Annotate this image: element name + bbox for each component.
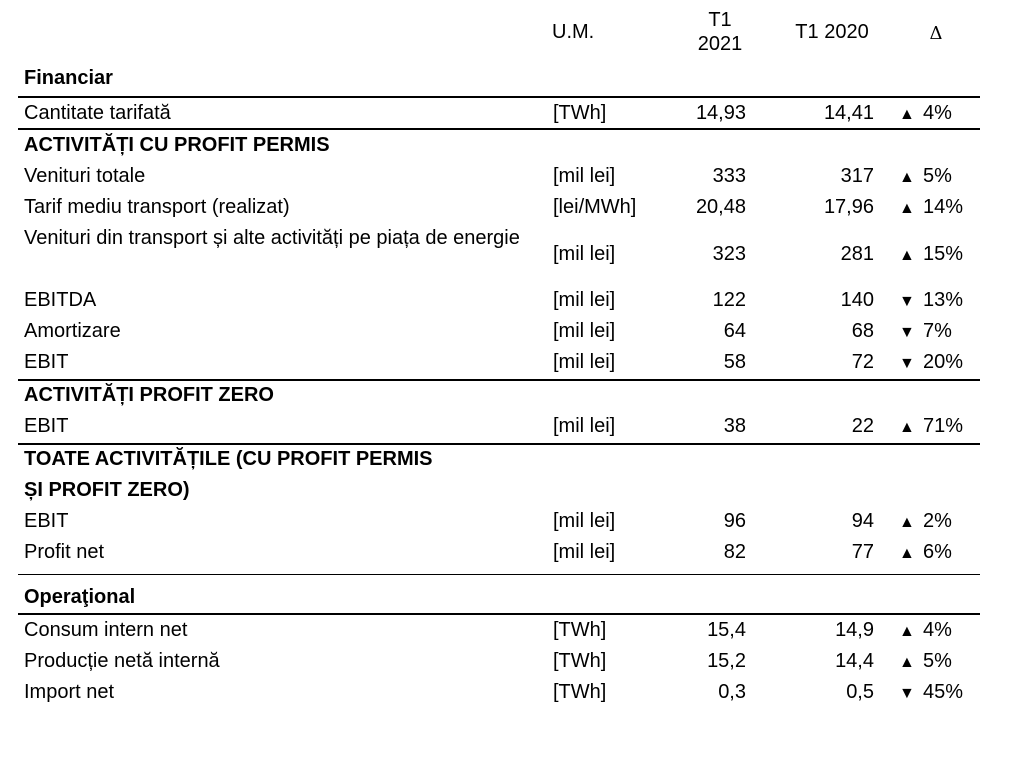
row-unit: [mil lei]: [553, 541, 616, 563]
row-value-2021: 15,4: [707, 619, 746, 641]
row-label: Producție netă internă: [24, 650, 220, 672]
row-change-percent: 4%: [923, 102, 952, 124]
section-toate-activitatile-line2: [18, 475, 980, 506]
table-row: [18, 615, 980, 646]
row-label: Cantitate tarifată: [24, 102, 171, 124]
row-label: Import net: [24, 681, 115, 703]
section-operational: [18, 582, 980, 613]
row-value-2020: 68: [851, 320, 874, 342]
row-change: [899, 285, 979, 317]
row-unit: [lei/MWh]: [553, 196, 637, 218]
trend-up-icon: ▲: [899, 200, 915, 217]
column-header-delta: Δ: [929, 23, 943, 44]
trend-down-icon: ▼: [899, 355, 915, 372]
row-change-percent: 7%: [923, 320, 952, 342]
row-value-2020: 14,4: [835, 650, 874, 672]
row-change-percent: 5%: [923, 650, 952, 672]
row-change: [899, 506, 979, 538]
row-value-2021: 82: [723, 541, 746, 563]
row-change-percent: 71%: [923, 415, 964, 437]
table-row: [18, 506, 980, 537]
row-value-2021: 14,93: [695, 102, 746, 124]
row-change: [899, 239, 979, 271]
row-unit: [mil lei]: [553, 510, 616, 532]
row-value-2021: 38: [723, 415, 746, 437]
trend-up-icon: ▲: [899, 419, 915, 436]
row-change-percent: 6%: [923, 541, 952, 563]
section-label: Financiar: [24, 67, 113, 89]
row-value-2021: 20,48: [695, 196, 746, 218]
column-header-um: U.M.: [552, 21, 595, 43]
table-row: [18, 347, 980, 378]
row-change-percent: 5%: [923, 165, 952, 187]
row-label: Venituri totale: [24, 165, 146, 187]
row-change-percent: 13%: [923, 289, 964, 311]
row-change: [899, 161, 979, 193]
row-value-2020: 317: [840, 165, 874, 187]
row-label: Tarif mediu transport (realizat): [24, 196, 290, 218]
trend-up-icon: ▲: [899, 514, 915, 531]
row-unit: [TWh]: [553, 650, 607, 672]
trend-up-icon: ▲: [899, 169, 915, 186]
table-row: [18, 161, 980, 192]
row-change: [899, 347, 979, 379]
row-unit: [mil lei]: [553, 320, 616, 342]
column-header-t1-2021: [688, 8, 752, 56]
trend-up-icon: ▲: [899, 654, 915, 671]
row-value-2021: 333: [712, 165, 746, 187]
row-unit: [mil lei]: [553, 289, 616, 311]
row-change: [899, 316, 979, 348]
row-value-2020: 14,41: [823, 102, 874, 124]
row-change: [899, 615, 979, 647]
row-change: [899, 537, 979, 569]
trend-up-icon: ▲: [899, 623, 915, 640]
row-unit: [mil lei]: [553, 243, 616, 265]
row-change-percent: 2%: [923, 510, 952, 532]
row-value-2020: 14,9: [835, 619, 874, 641]
trend-down-icon: ▼: [899, 685, 915, 702]
row-value-2021: 58: [723, 351, 746, 373]
row-value-2020: 72: [851, 351, 874, 373]
row-label: Amortizare: [24, 320, 121, 342]
trend-down-icon: ▼: [899, 293, 915, 310]
row-value-2020: 22: [851, 415, 874, 437]
section-label: Operaţional: [24, 586, 136, 608]
row-label: Consum intern net: [24, 619, 188, 641]
section-label: ACTIVITĂȚI CU PROFIT PERMIS: [24, 134, 330, 156]
row-unit: [mil lei]: [553, 351, 616, 373]
row-value-2021: 64: [723, 320, 746, 342]
table-row: [18, 192, 980, 223]
table-row: [18, 411, 980, 442]
table-row: [18, 98, 980, 129]
table-row: [18, 677, 980, 708]
section-financiar: [18, 63, 980, 94]
section-label: ȘI PROFIT ZERO): [24, 479, 190, 501]
row-label: EBIT: [24, 510, 69, 532]
row-change: [899, 98, 979, 130]
section-label: TOATE ACTIVITĂȚILE (CU PROFIT PERMIS: [24, 448, 433, 470]
trend-up-icon: ▲: [899, 545, 915, 562]
trend-up-icon: ▲: [899, 247, 915, 264]
row-value-2020: 77: [851, 541, 874, 563]
row-value-2021: 122: [712, 289, 746, 311]
section-activitati-profit-zero: [18, 380, 980, 411]
section-activitati-profit-permis: [18, 130, 980, 161]
table-row: [18, 316, 980, 347]
row-change-percent: 20%: [923, 351, 964, 373]
column-header-t1-2020: T1 2020: [795, 21, 869, 43]
row-label: EBIT: [24, 415, 69, 437]
row-label: EBITDA: [24, 289, 97, 311]
row-value-2021: 15,2: [707, 650, 746, 672]
column-header-t1-2021-line2: 2021: [697, 33, 743, 55]
table-row: [18, 223, 980, 285]
row-value-2020: 94: [851, 510, 874, 532]
row-value-2021: 323: [712, 243, 746, 265]
row-unit: [TWh]: [553, 102, 607, 124]
section-label: ACTIVITĂȚI PROFIT ZERO: [24, 384, 274, 406]
row-change: [899, 677, 979, 709]
trend-down-icon: ▼: [899, 324, 915, 341]
table-row: [18, 285, 980, 316]
row-unit: [TWh]: [553, 619, 607, 641]
column-header-t1-2021-line1: T1: [708, 9, 732, 31]
section-divider: [18, 574, 980, 575]
row-value-2020: 140: [840, 289, 874, 311]
table-row: [18, 537, 980, 568]
row-value-2021: 96: [723, 510, 746, 532]
row-value-2020: 17,96: [823, 196, 874, 218]
row-value-2020: 281: [840, 243, 874, 265]
row-unit: [mil lei]: [553, 415, 616, 437]
row-label: Venituri din transport și alte activități pe piața de energie: [24, 227, 520, 249]
row-unit: [TWh]: [553, 681, 607, 703]
row-label: EBIT: [24, 351, 69, 373]
row-change-percent: 45%: [923, 681, 964, 703]
row-change-percent: 14%: [923, 196, 964, 218]
table-row: [18, 646, 980, 677]
section-toate-activitatile: [18, 444, 980, 475]
row-value-2020: 0,5: [846, 681, 874, 703]
row-change: [899, 411, 979, 443]
row-label: Profit net: [24, 541, 105, 563]
trend-up-icon: ▲: [899, 106, 915, 123]
row-value-2021: 0,3: [718, 681, 746, 703]
row-change-percent: 15%: [923, 243, 964, 265]
row-change: [899, 192, 979, 224]
row-unit: [mil lei]: [553, 165, 616, 187]
row-change-percent: 4%: [923, 619, 952, 641]
row-change: [899, 646, 979, 678]
